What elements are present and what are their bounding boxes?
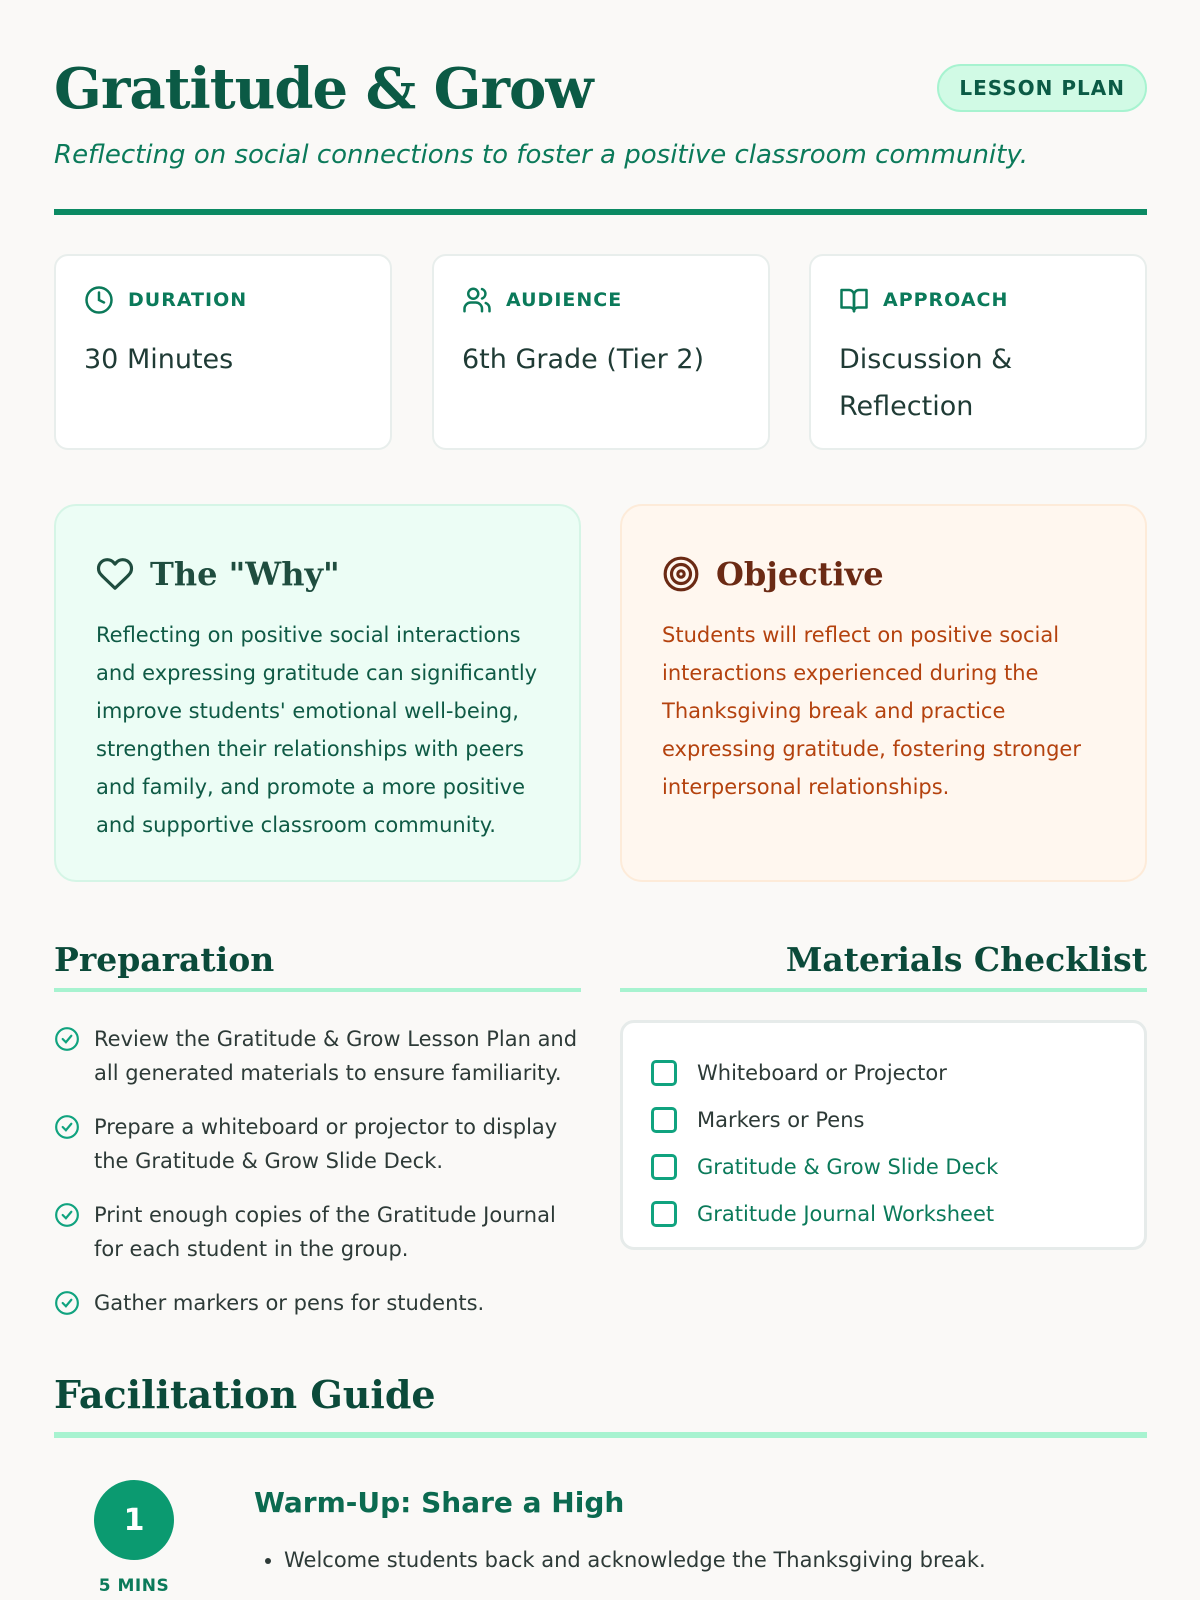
materials-section: [620, 936, 1147, 1250]
target-icon: [662, 555, 700, 593]
preparation-list: [54, 1022, 581, 1320]
book-icon: [839, 285, 869, 315]
duration-value: 30 Minutes: [84, 344, 234, 375]
step-number: 1: [94, 1480, 174, 1560]
info-cards: [54, 254, 1147, 450]
objective-box: [620, 504, 1147, 882]
step-title: Warm-Up: Share a High: [254, 1486, 625, 1519]
duration-card: [54, 254, 392, 450]
step-bullets: [284, 1540, 1144, 1580]
objective-title: Objective: [716, 555, 884, 593]
lesson-plan-badge: LESSON PLAN: [937, 64, 1147, 112]
audience-value: 6th Grade (Tier 2): [462, 344, 705, 375]
list-item: Review the Gratitude & Grow Lesson Plan and all generated materials to ensure familiarity.: [54, 1022, 581, 1090]
checkbox[interactable]: [651, 1154, 677, 1180]
checkbox[interactable]: [651, 1060, 677, 1086]
facilitation-title: Facilitation Guide: [54, 1372, 436, 1417]
materials-checklist: [620, 1020, 1147, 1250]
page-subtitle: Reflecting on social connections to foster a positive classroom community.: [54, 140, 1028, 170]
approach-value: Discussion & Reflection: [839, 344, 1013, 422]
check-circle-icon: [54, 1114, 80, 1140]
header: [54, 0, 1147, 215]
list-item: Prepare a whiteboard or projector to display the Gratitude & Grow Slide Deck.: [54, 1110, 581, 1178]
why-text: Reflecting on positive social interactions and expressing gratitude can significantly improve students' emotional well-being, strengthen their relationships with peers and family, and promote a more positive and supportive classroom community.: [96, 623, 538, 837]
checklist-item-slide-deck[interactable]: [651, 1143, 1116, 1190]
checkbox[interactable]: [651, 1201, 677, 1227]
users-icon: [462, 285, 492, 315]
heart-icon: [96, 555, 134, 593]
lesson-plan-page: [54, 0, 1147, 1596]
preparation-section: [54, 936, 581, 1340]
check-circle-icon: [54, 1026, 80, 1052]
duration-label: DURATION: [128, 289, 248, 311]
slide-deck-link[interactable]: Gratitude & Grow Slide Deck: [697, 1154, 999, 1179]
clock-icon: [84, 285, 114, 315]
checkbox[interactable]: [651, 1107, 677, 1133]
objective-text: Students will reflect on positive social interactions experienced during the Thanksgiving break and practice expressing gratitude, fostering stronger interpersonal relationships.: [662, 623, 1081, 799]
check-circle-icon: [54, 1202, 80, 1228]
list-item: Print enough copies of the Gratitude Journal for each student in the group.: [54, 1198, 581, 1266]
audience-card: [432, 254, 770, 450]
approach-label: APPROACH: [883, 289, 1009, 311]
audience-label: AUDIENCE: [506, 289, 623, 311]
why-title: The "Why": [150, 555, 340, 593]
list-item: • Welcome students back and acknowledge the Thanksgiving break.: [284, 1540, 1144, 1580]
checklist-item-whiteboard[interactable]: Whiteboard or Projector: [651, 1049, 1116, 1096]
list-item: Gather markers or pens for students.: [54, 1286, 581, 1320]
check-circle-icon: [54, 1290, 80, 1316]
journal-worksheet-link[interactable]: Gratitude Journal Worksheet: [697, 1201, 995, 1226]
materials-title: Materials Checklist: [785, 940, 1147, 979]
approach-card: [809, 254, 1147, 450]
facilitation-section: [54, 1370, 1147, 1596]
checklist-item-journal[interactable]: [651, 1190, 1116, 1237]
why-box: [54, 504, 581, 882]
preparation-title: Preparation: [54, 940, 275, 979]
page-title: Gratitude & Grow: [54, 56, 593, 122]
step-duration: 5 MINS: [98, 1576, 170, 1596]
checklist-item-markers[interactable]: Markers or Pens: [651, 1096, 1116, 1143]
